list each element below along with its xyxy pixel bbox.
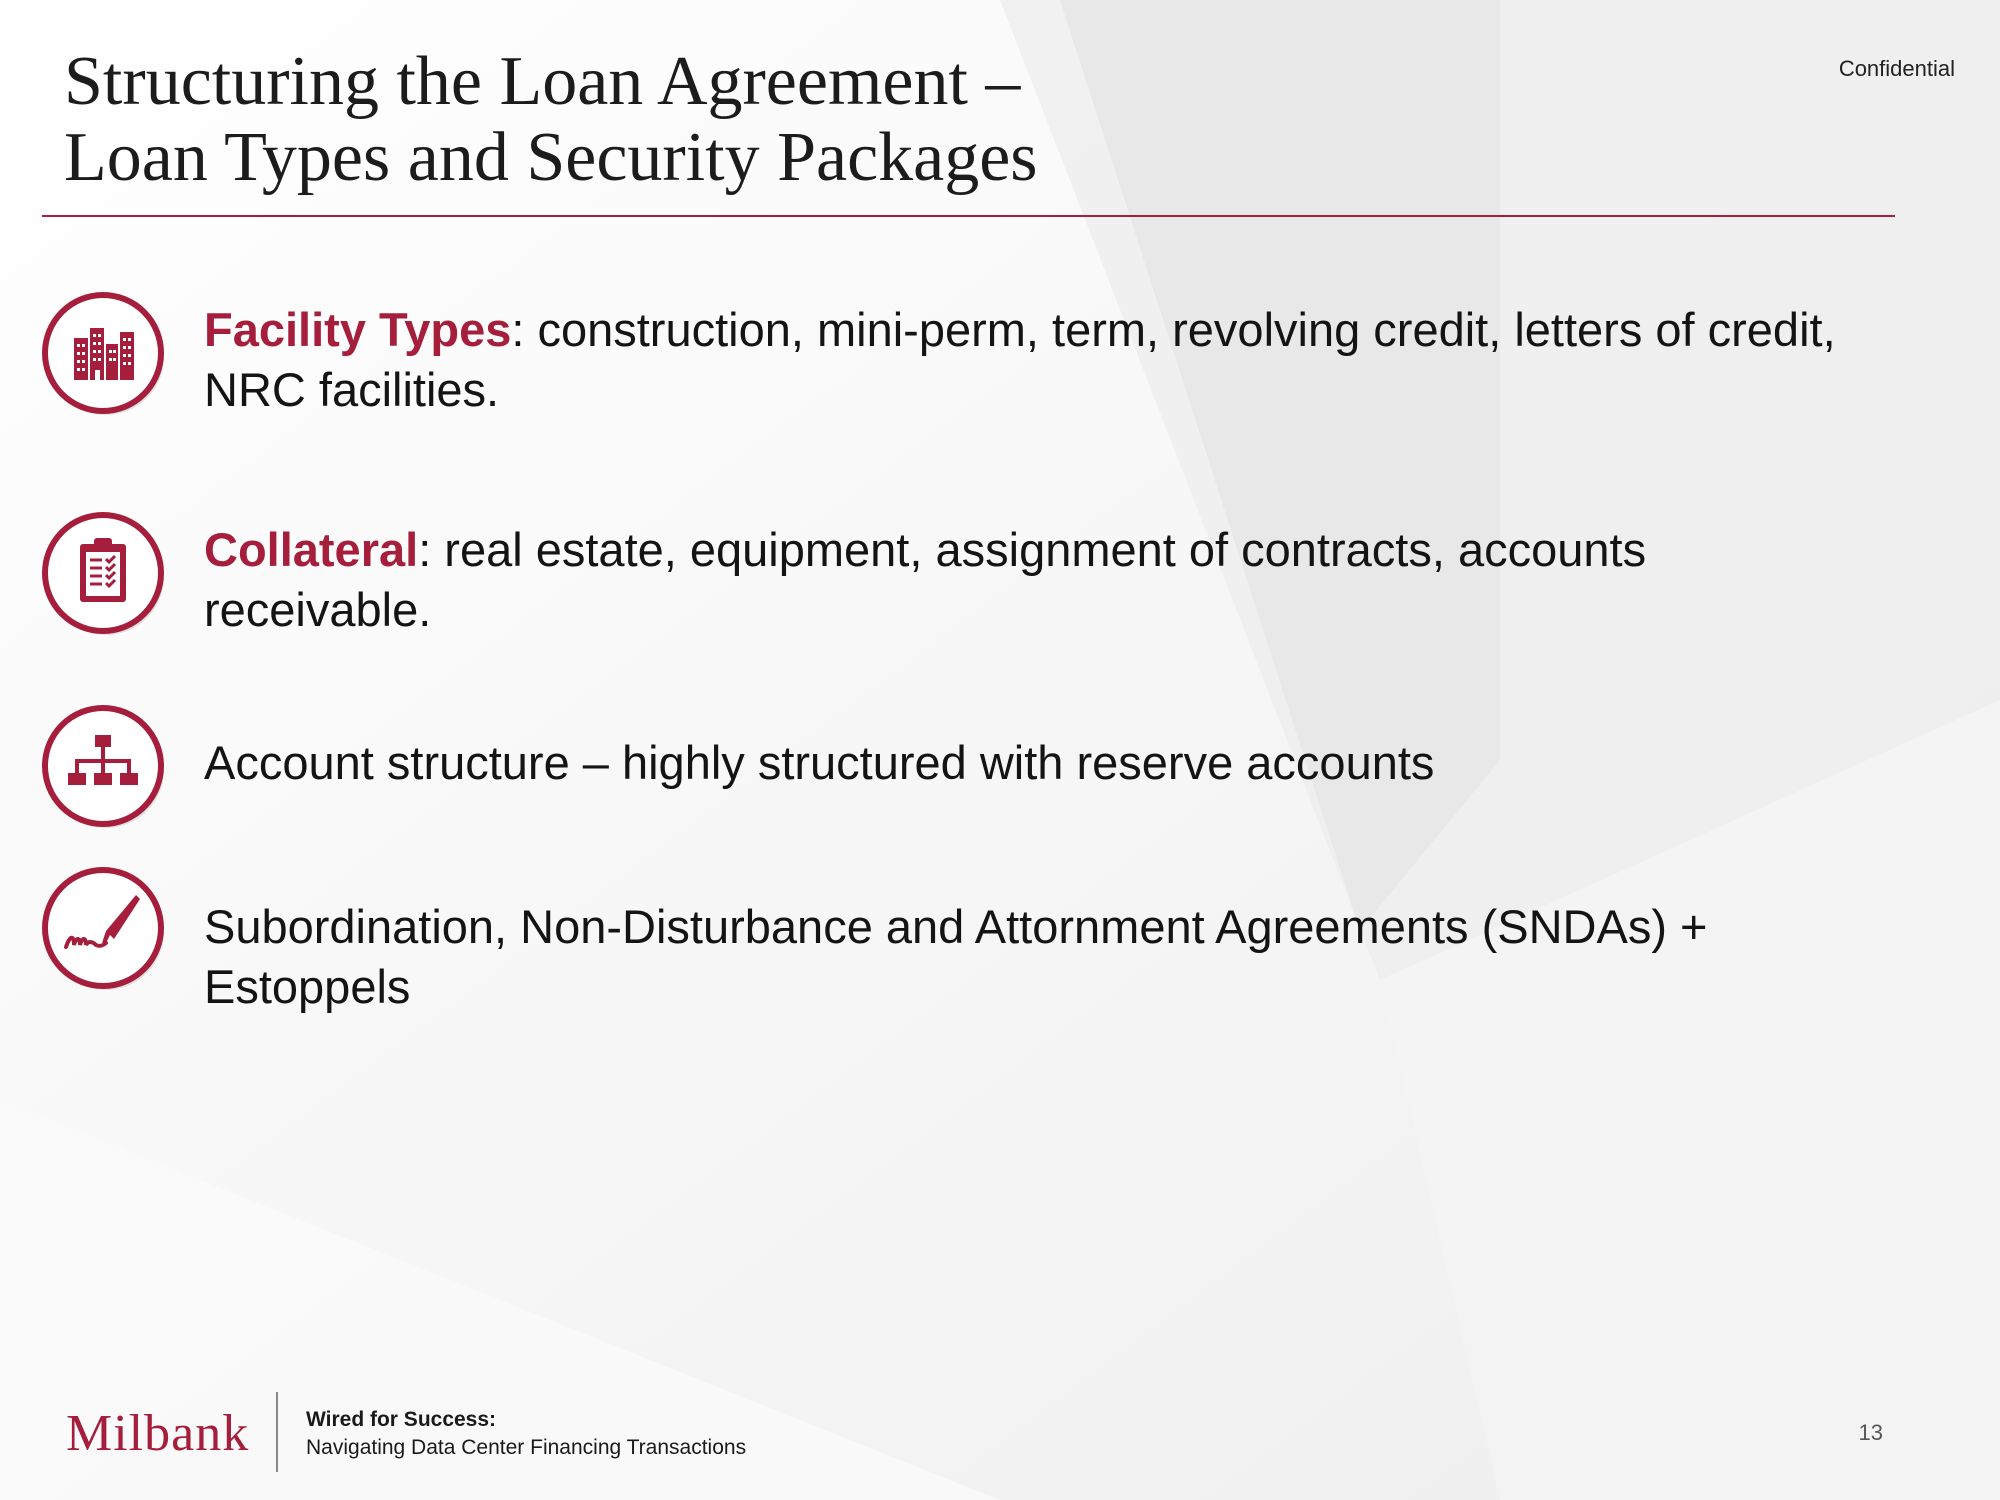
bullet-text — [204, 520, 1864, 640]
footer-subtitle-heading: Wired for Success: — [306, 1408, 497, 1431]
bullet-description: : construction, mini-perm, term, revolving credit, letters of credit, NRC facilities. — [204, 303, 1836, 416]
bullet-text — [204, 733, 1864, 793]
title-divider — [42, 215, 1895, 217]
confidential-label: Confidential — [1838, 56, 1955, 81]
clipboard-checklist-icon — [40, 510, 166, 636]
slide-title — [64, 44, 1564, 196]
bullet-term: Facility Types — [204, 303, 512, 356]
slide-title-line-2: Loan Types and Security Packages — [64, 119, 1038, 196]
footer-subtitle — [306, 1406, 746, 1462]
buildings-icon — [40, 290, 166, 416]
footer-divider — [276, 1392, 278, 1472]
slide-title-line-1: Structuring the Loan Agreement – — [64, 43, 1021, 120]
org-chart-icon — [40, 703, 166, 829]
bullet-description: Account structure – highly structured with reserve accounts — [204, 736, 1435, 789]
footer-subtitle-text: Navigating Data Center Financing Transactions — [306, 1436, 747, 1459]
bullet-description: Subordination, Non-Disturbance and Attornment Agreements (SNDAs) + Estoppels — [204, 900, 1708, 1013]
bullet-text — [204, 897, 1864, 1017]
signature-pen-icon — [40, 865, 166, 991]
milbank-logo: Milbank — [66, 1405, 250, 1462]
bullet-term: Collateral — [204, 523, 419, 576]
bullet-text — [204, 300, 1864, 420]
bullet-description: : real estate, equipment, assignment of contracts, accounts receivable. — [204, 523, 1647, 636]
page-number: 13 — [1858, 1420, 1883, 1445]
